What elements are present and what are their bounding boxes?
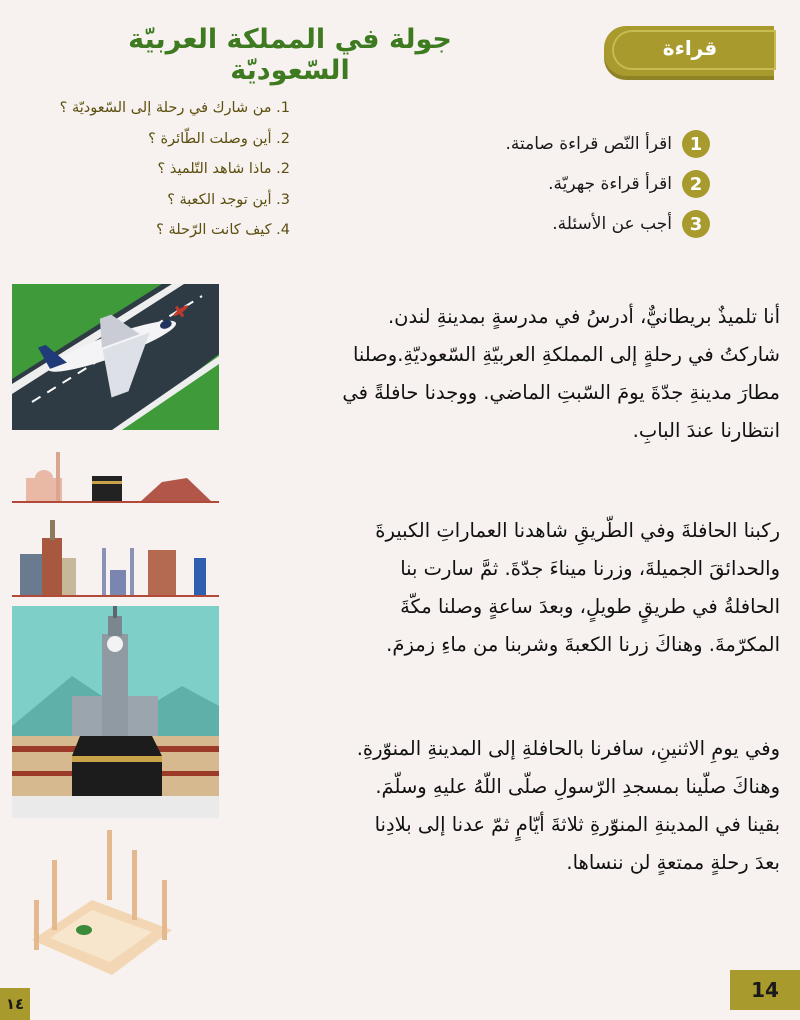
- instruction-number: 1: [682, 130, 710, 158]
- text-line: ركبنا الحافلةَ وفي الطّريقِ شاهدنا العماراتِ الكبيرةَ: [375, 519, 780, 542]
- text-line: انتظارنا عندَ البابِ.: [632, 419, 780, 442]
- text-line: بعدَ رحلةٍ ممتعةٍ لن ننساها.: [566, 851, 780, 874]
- city-illustration: [12, 518, 219, 598]
- reading-paragraph-3: [250, 730, 780, 882]
- page-number-arabic: ١٤: [0, 988, 30, 1020]
- page-number: [730, 970, 800, 1010]
- question-item: 2. ماذا شاهد التّلميذ ؟: [157, 161, 290, 177]
- page-number-text: 14: [751, 978, 779, 1002]
- reading-paragraph-2: [250, 512, 780, 664]
- questions-list: [20, 100, 290, 253]
- kaaba-illustration: [12, 606, 219, 818]
- question-item: 4. كيف كانت الرّحلة ؟: [156, 222, 290, 238]
- text-line: وفي يومِ الاثنينِ، سافرنا بالحافلةِ إلى المدينةِ المنوّرةِ.: [356, 737, 780, 760]
- landmarks-illustration: [12, 448, 219, 504]
- text-line: المكرّمةَ. وهناكَ زرنا الكعبةَ وشربنا من ماءِ زمزمَ.: [386, 633, 780, 656]
- text-line: وهناكَ صلّينا بمسجدِ الرّسولِ صلّى اللّهُ عليهِ وسلّمَ.: [375, 775, 780, 798]
- text-line: الحافلةُ في طريقٍ طويلٍ، وبعدَ ساعةٍ وصلنا مكّةَ: [400, 595, 780, 618]
- instruction-number: 3: [682, 210, 710, 238]
- question-item: 1. من شارك في رحلة إلى السّعوديّة ؟: [59, 100, 290, 116]
- question-item: 2. أين وصلت الطّائرة ؟: [148, 130, 290, 147]
- text-line: والحدائقَ الجميلةَ، وزرنا ميناءَ جدّةَ. ثمَّ سارت بنا: [400, 557, 780, 580]
- text-line: مطارَ مدينةِ جدّةَ يومَ السّبتِ الماضي. ووجدنا حافلةً في: [342, 381, 780, 404]
- mosque-illustration: [12, 830, 182, 980]
- question-item: 3. أين توجد الكعبة ؟: [167, 191, 290, 208]
- instruction-item: [450, 124, 710, 164]
- instruction-number: 2: [682, 170, 710, 198]
- page-title: جولة في المملكة العربيّة السّعوديّة: [128, 24, 452, 86]
- text-line: شاركتُ في رحلةٍ إلى المملكةِ العربيّةِ السّعوديّةِ.وصلنا: [352, 343, 780, 366]
- reading-paragraph-1: [250, 298, 780, 450]
- airplane-illustration: [12, 284, 219, 430]
- instructions-list: [450, 124, 710, 244]
- instruction-text: اقرأ قراءة جهريّة.: [548, 174, 672, 194]
- instruction-item: [450, 204, 710, 244]
- text-line: أنا تلميذٌ بريطانيٌّ، أدرسُ في مدرسةٍ بمدينةِ لندن.: [387, 305, 780, 328]
- instruction-item: [450, 164, 710, 204]
- text-line: بقينا في المدينةِ المنوّرةِ ثلاثةَ أيّامٍ ثمّ عدنا إلى بلادِنا: [374, 813, 780, 836]
- section-label: قراءة: [662, 36, 718, 60]
- instruction-text: اقرأ النّص قراءة صامتة.: [505, 134, 672, 154]
- instruction-text: أجب عن الأسئلة.: [552, 214, 672, 234]
